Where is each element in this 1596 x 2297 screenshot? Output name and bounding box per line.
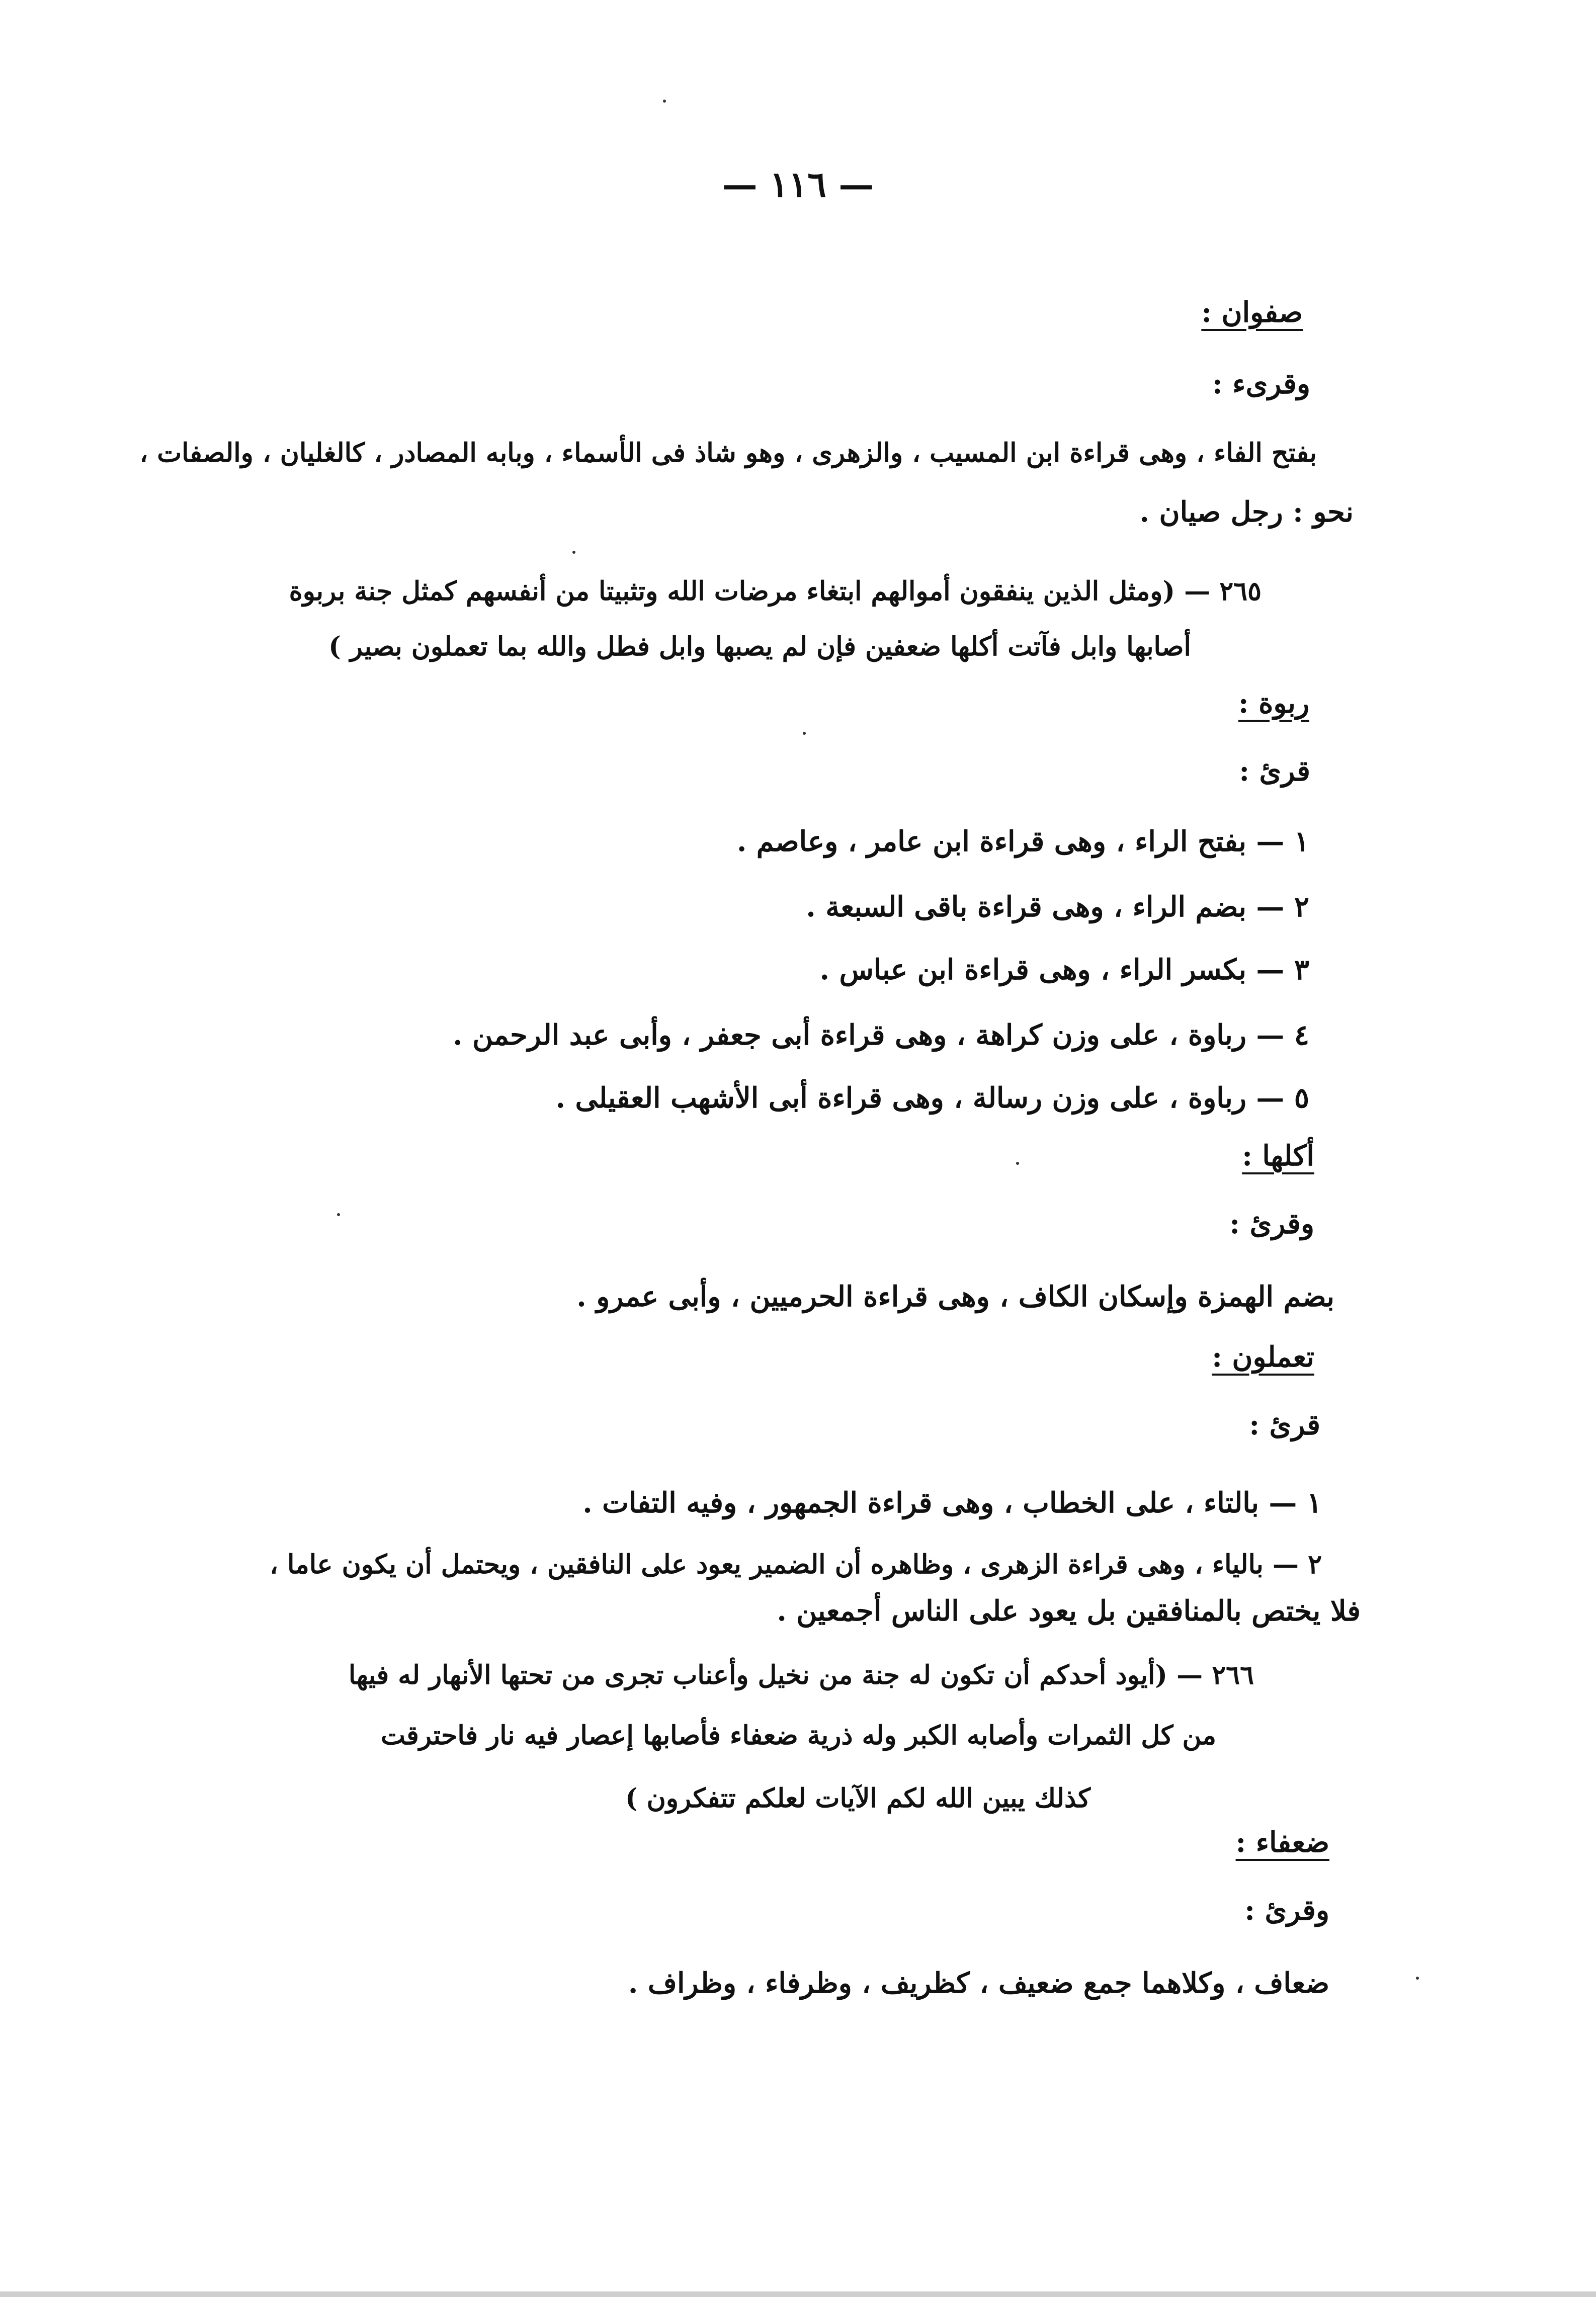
verse-line: ٢٦٥ — (ومثل الذين ينفقون أموالهم ابتغاء مرضات الله وتثبيتا من أنفسهم كمثل جنة بربوة [289, 576, 1262, 607]
heading-duafa: ضعفاء : [1235, 1826, 1329, 1859]
qira-label: وقرئ : [1229, 1207, 1314, 1240]
qira-label: وقرىء : [1212, 367, 1310, 400]
list-item: فلا يختص بالمنافقين بل يعود على الناس أجمعين . [777, 1594, 1361, 1628]
verse-line: أصابها وابل فآتت أكلها ضعفين فإن لم يصبها وابل فطل والله بما تعملون بصير ) [328, 631, 1191, 662]
page-bottom-edge [0, 2291, 1596, 2297]
scan-speck [803, 732, 806, 735]
list-item: ٣ — بكسر الراء ، وهى قراءة ابن عباس . [819, 953, 1309, 986]
verse-line: من كل الثمرات وأصابه الكبر وله ذرية ضعفاء فأصابها إعصار فيه نار فاحترقت [380, 1720, 1216, 1751]
list-item: ٢ — بالياء ، وهى قراءة الزهرى ، وظاهره أن الضمير يعود على النافقين ، ويحتمل أن يكون عاما ، [270, 1549, 1322, 1580]
verse-line: ٢٦٦ — (أيود أحدكم أن تكون له جنة من نخيل وأعناب تجرى من تحتها الأنهار له فيها [348, 1660, 1254, 1690]
heading-ukulaha: أكلها : [1242, 1139, 1314, 1172]
scan-speck [337, 1213, 340, 1216]
paragraph-line: نحو : رجل صيان . [1139, 495, 1354, 529]
heading-rabwa: ربوة : [1238, 687, 1309, 720]
list-item: ٥ — رباوة ، على وزن رسالة ، وهى قراءة أبى الأشهب العقيلى . [555, 1081, 1309, 1115]
paragraph-line: بفتح الفاء ، وهى قراءة ابن المسيب ، والزهرى ، وهو شاذ فى الأسماء ، وبابه المصادر ، كالغليان ، والصفات ، [139, 438, 1317, 468]
scan-speck [572, 551, 575, 554]
qira-label: وقرئ : [1244, 1894, 1329, 1927]
paragraph-line: بضم الهمزة وإسكان الكاف ، وهى قراءة الحرميين ، وأبى عمرو . [576, 1280, 1334, 1313]
scan-speck [1416, 1977, 1419, 1980]
scan-speck [1016, 1162, 1019, 1165]
list-item: ٤ — رباوة ، على وزن كراهة ، وهى قراءة أبى جعفر ، وأبى عبد الرحمن . [453, 1018, 1309, 1052]
list-item: ١ — بفتح الراء ، وهى قراءة ابن عامر ، وعاصم . [736, 825, 1309, 858]
qira-label: قرئ : [1249, 1408, 1320, 1441]
qira-label: قرئ : [1239, 754, 1310, 788]
page-number: — ١١٦ — [722, 163, 874, 205]
list-item: ١ — بالتاء ، على الخطاب ، وهى قراءة الجمهور ، وفيه التفات . [582, 1486, 1322, 1519]
paragraph-line: ضعاف ، وكلاهما جمع ضعيف ، كظريف ، وظرفاء ، وظراف . [628, 1967, 1329, 2000]
verse-line: كذلك يبين الله لكم الآيات لعلكم تتفكرون ) [625, 1783, 1090, 1814]
scan-speck [663, 100, 666, 103]
list-item: ٢ — بضم الراء ، وهى قراءة باقى السبعة . [806, 890, 1309, 923]
heading-safwan: صفوان : [1201, 296, 1303, 329]
heading-tamalun: تعملون : [1212, 1340, 1314, 1374]
